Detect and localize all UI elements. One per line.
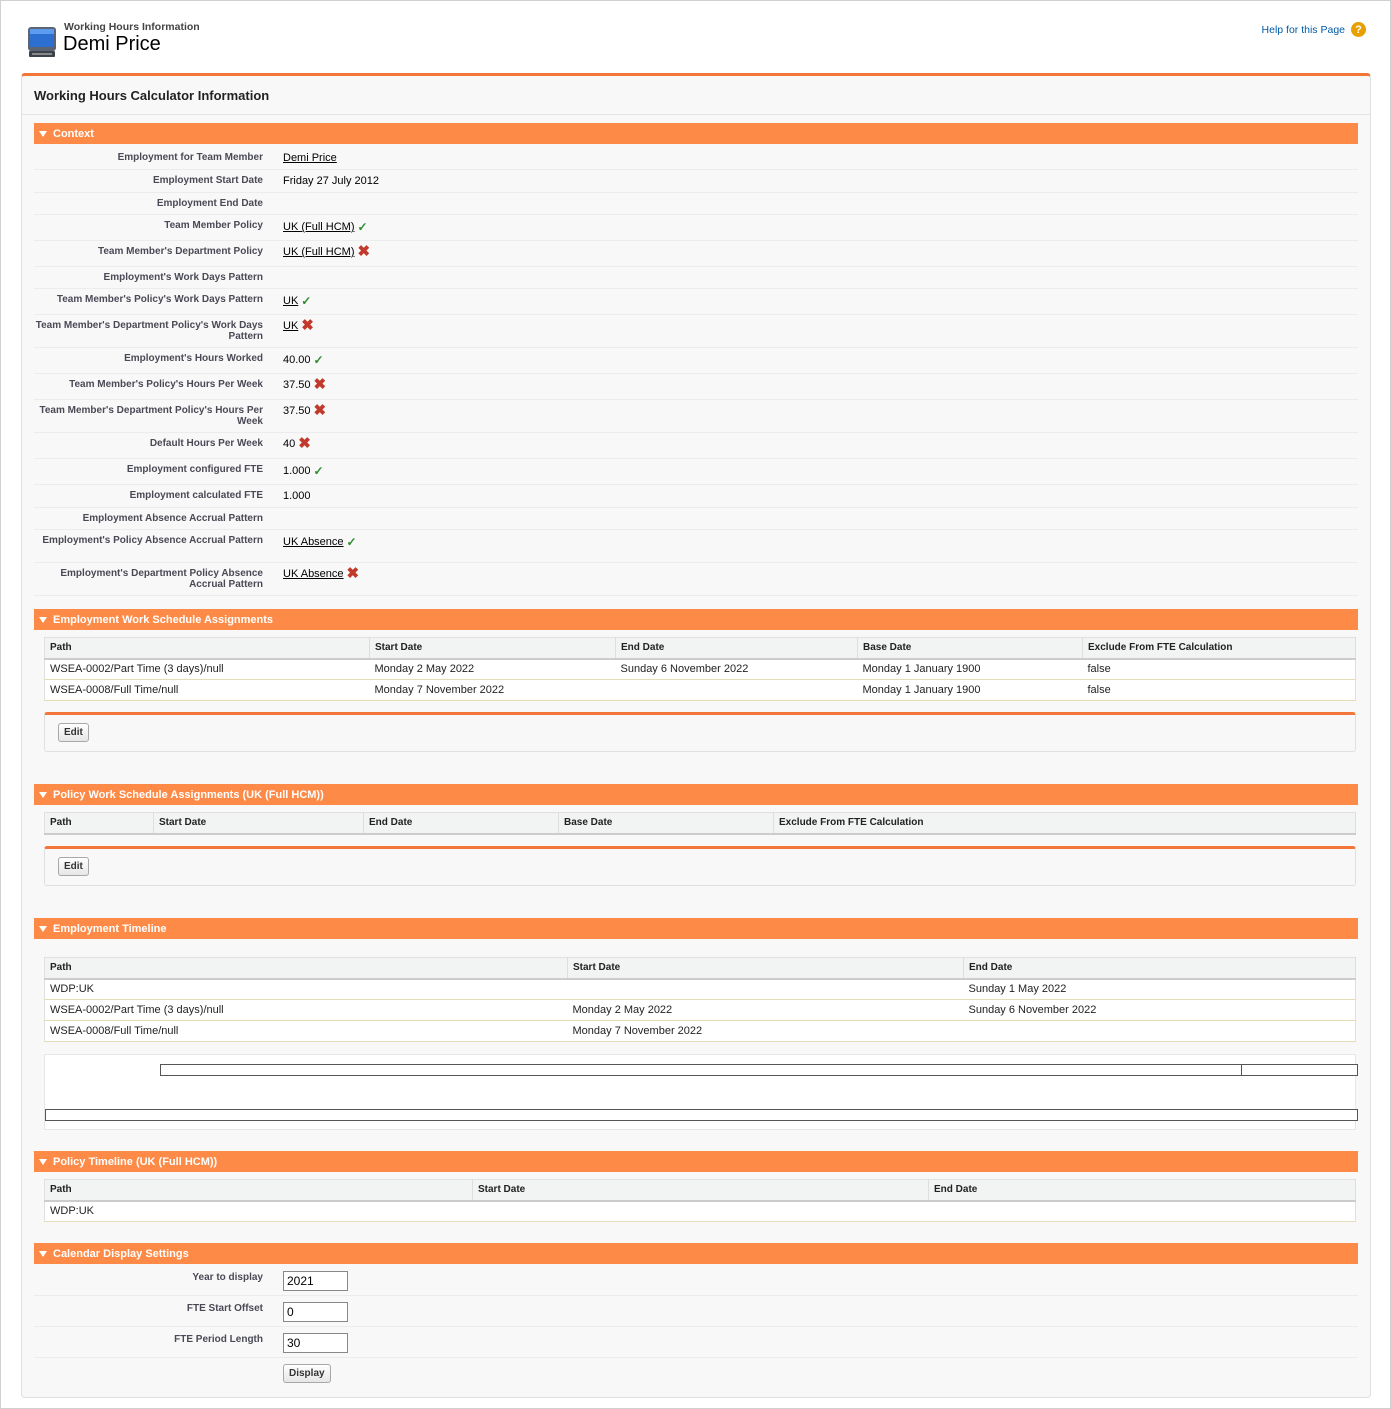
table-row — [45, 979, 1356, 1000]
table-row — [45, 1000, 1356, 1021]
collapse-triangle-icon[interactable] — [39, 1159, 47, 1165]
check-icon: ✓ — [313, 353, 324, 367]
table-cell: false — [1083, 680, 1356, 701]
column-header[interactable]: Base Date — [858, 638, 1083, 659]
table-cell: Monday 2 May 2022 — [568, 1000, 964, 1021]
edit-button[interactable]: Edit — [58, 723, 89, 742]
context-row — [34, 147, 1358, 170]
context-row — [34, 374, 1358, 400]
column-header[interactable]: End Date — [929, 1180, 1356, 1201]
column-header[interactable]: Path — [45, 638, 370, 659]
context-row — [34, 241, 1358, 267]
employment-wsa-table — [44, 637, 1356, 701]
value-text: 37.50 — [283, 379, 311, 391]
table-cell: Monday 7 November 2022 — [370, 680, 616, 701]
field-label: Team Member Policy — [164, 220, 263, 231]
table-cell: Sunday 6 November 2022 — [616, 659, 858, 680]
fte-offset-input[interactable] — [283, 1302, 348, 1322]
collapse-triangle-icon[interactable] — [39, 792, 47, 798]
column-header[interactable]: Start Date — [154, 813, 364, 834]
main-block — [21, 73, 1371, 1398]
field-value — [283, 435, 311, 452]
value-text: 1.000 — [283, 490, 311, 502]
column-header[interactable]: Base Date — [559, 813, 774, 834]
table-cell: WDP:UK — [45, 979, 568, 1000]
context-row — [34, 289, 1358, 315]
check-icon: ✓ — [346, 535, 357, 549]
section-title: Calendar Display Settings — [53, 1247, 189, 1260]
table-cell: WSEA-0002/Part Time (3 days)/null — [45, 1000, 568, 1021]
context-row — [34, 485, 1358, 508]
context-row — [34, 508, 1358, 530]
field-value — [283, 464, 324, 478]
table-cell: false — [1083, 659, 1356, 680]
field-label: Team Member's Department Policy's Hours Per Week — [39, 405, 263, 427]
cross-icon: ✖ — [346, 565, 360, 582]
check-icon: ✓ — [313, 464, 324, 478]
cross-icon: ✖ — [313, 376, 327, 393]
year-label: Year to display — [192, 1272, 263, 1283]
column-header[interactable]: Start Date — [370, 638, 616, 659]
value-text: 37.50 — [283, 405, 311, 417]
field-value — [283, 317, 314, 334]
table-cell: Monday 1 January 1900 — [858, 659, 1083, 680]
field-value — [283, 243, 371, 260]
section-calendar-settings[interactable] — [34, 1243, 1358, 1264]
calendar-period-row — [34, 1327, 1358, 1358]
section-title: Policy Work Schedule Assignments (UK (Full HCM)) — [53, 788, 324, 801]
context-row — [34, 400, 1358, 433]
context-row — [34, 315, 1358, 348]
table-cell: Monday 1 January 1900 — [858, 680, 1083, 701]
column-header[interactable]: End Date — [616, 638, 858, 659]
field-label: Employment Absence Accrual Pattern — [82, 513, 263, 524]
table-row — [45, 659, 1356, 680]
column-header[interactable]: Path — [45, 958, 568, 979]
calendar-offset-row — [34, 1296, 1358, 1327]
column-header[interactable]: Path — [45, 1180, 473, 1201]
field-label: Employment configured FTE — [126, 464, 263, 475]
table-cell — [473, 1201, 929, 1222]
field-value — [283, 152, 337, 164]
table-cell: Monday 2 May 2022 — [370, 659, 616, 680]
section-title: Employment Work Schedule Assignments — [53, 613, 274, 626]
display-button[interactable]: Display — [283, 1364, 331, 1383]
value-link[interactable]: UK Absence — [283, 568, 344, 580]
section-context[interactable] — [34, 123, 1358, 144]
field-label: Employment Start Date — [152, 175, 263, 186]
column-header[interactable]: End Date — [964, 958, 1356, 979]
value-text: Friday 27 July 2012 — [283, 175, 379, 187]
value-link[interactable]: UK — [283, 295, 299, 307]
table-cell: WDP:UK — [45, 1201, 473, 1222]
section-policy-wsa[interactable] — [34, 784, 1358, 805]
field-label: Employment's Department Policy Absence Accrual Pattern — [60, 568, 263, 590]
computer-icon — [27, 25, 57, 59]
timeline-bar — [160, 1064, 1242, 1076]
context-row — [34, 170, 1358, 193]
field-label: Default Hours Per Week — [149, 438, 263, 449]
help-icon[interactable]: ? — [1351, 22, 1366, 37]
section-employment-wsa[interactable] — [34, 609, 1358, 630]
section-policy-timeline[interactable] — [34, 1151, 1358, 1172]
value-text: 40.00 — [283, 354, 311, 366]
table-cell — [964, 1021, 1356, 1042]
value-link[interactable]: UK (Full HCM) — [283, 221, 355, 233]
table-cell: Sunday 1 May 2022 — [964, 979, 1356, 1000]
field-value — [283, 565, 360, 582]
column-header[interactable]: Exclude From FTE Calculation — [1083, 638, 1356, 659]
year-input[interactable] — [283, 1271, 348, 1291]
value-link[interactable]: UK (Full HCM) — [283, 246, 355, 258]
fte-period-input[interactable] — [283, 1333, 348, 1353]
fte-period-label: FTE Period Length — [174, 1334, 263, 1345]
field-value — [283, 175, 379, 187]
field-label: Team Member's Department Policy — [97, 246, 263, 257]
section-title: Context — [53, 127, 94, 140]
field-label: Employment for Team Member — [117, 152, 263, 163]
help-link-group — [1262, 22, 1366, 37]
table-row — [45, 1201, 1356, 1222]
edit-button[interactable]: Edit — [58, 857, 89, 876]
policy-timeline-table — [44, 1179, 1356, 1222]
table-row — [45, 680, 1356, 701]
field-label: Employment's Work Days Pattern — [103, 272, 263, 283]
collapse-triangle-icon[interactable] — [39, 131, 47, 137]
table-cell: WSEA-0008/Full Time/null — [45, 1021, 568, 1042]
table-cell — [568, 979, 964, 1000]
table-cell: Sunday 6 November 2022 — [964, 1000, 1356, 1021]
section-title: Policy Timeline (UK (Full HCM)) — [53, 1155, 218, 1168]
divider — [22, 114, 1370, 115]
field-value — [283, 353, 324, 367]
field-value — [283, 535, 357, 549]
collapse-triangle-icon[interactable] — [39, 1251, 47, 1257]
context-row — [34, 215, 1358, 241]
context-row — [34, 433, 1358, 459]
field-value — [283, 294, 311, 308]
cross-icon: ✖ — [298, 435, 311, 452]
collapse-triangle-icon[interactable] — [39, 617, 47, 623]
context-row — [34, 348, 1358, 374]
field-label: Team Member's Department Policy's Work Days Pattern — [35, 320, 263, 342]
policy-wsa-table — [44, 812, 1356, 835]
table-row — [45, 1021, 1356, 1042]
field-value — [283, 402, 327, 419]
section-employment-timeline[interactable] — [34, 918, 1358, 939]
timeline-bar — [1241, 1064, 1358, 1076]
section-title: Employment Timeline — [53, 922, 167, 935]
field-label: Employment's Hours Worked — [124, 353, 263, 364]
table-cell: Monday 7 November 2022 — [568, 1021, 964, 1042]
cross-icon: ✖ — [357, 243, 371, 260]
field-label: Employment calculated FTE — [129, 490, 263, 501]
timeline-chart — [44, 1054, 1356, 1130]
table-cell: WSEA-0008/Full Time/null — [45, 680, 370, 701]
employment-wsa-button-bar — [44, 712, 1356, 752]
column-header[interactable]: Exclude From FTE Calculation — [774, 813, 1356, 834]
context-row — [34, 459, 1358, 485]
context-row — [34, 193, 1358, 215]
fte-offset-label: FTE Start Offset — [186, 1303, 263, 1314]
timeline-bar — [45, 1109, 1358, 1121]
help-link[interactable]: Help for this Page — [1261, 23, 1345, 36]
page-title: Demi Price — [63, 33, 161, 55]
context-row — [34, 267, 1358, 289]
field-value — [283, 220, 368, 234]
value-link[interactable]: Demi Price — [283, 152, 337, 164]
field-label: Employment's Policy Absence Accrual Pattern — [42, 535, 263, 546]
column-header[interactable]: Path — [45, 813, 154, 834]
column-header[interactable]: Start Date — [473, 1180, 929, 1201]
calendar-year-row — [34, 1265, 1358, 1296]
context-row — [34, 563, 1358, 596]
cross-icon: ✖ — [313, 402, 327, 419]
field-value — [283, 490, 311, 502]
page-header — [0, 0, 1391, 70]
table-cell — [929, 1201, 1356, 1222]
block-title: Working Hours Calculator Information — [34, 88, 270, 103]
value-text: 40 — [283, 438, 296, 450]
policy-wsa-button-bar — [44, 846, 1356, 886]
field-label: Team Member's Policy's Hours Per Week — [69, 379, 263, 390]
page-subtitle: Working Hours Information — [64, 21, 200, 33]
value-text: 1.000 — [283, 465, 311, 477]
check-icon: ✓ — [357, 220, 368, 234]
table-cell — [616, 680, 858, 701]
table-cell: WSEA-0002/Part Time (3 days)/null — [45, 659, 370, 680]
value-link[interactable]: UK — [283, 320, 299, 332]
employment-timeline-table — [44, 957, 1356, 1042]
collapse-triangle-icon[interactable] — [39, 926, 47, 932]
column-header[interactable]: End Date — [364, 813, 559, 834]
field-value — [283, 376, 327, 393]
column-header[interactable]: Start Date — [568, 958, 964, 979]
cross-icon: ✖ — [301, 317, 314, 334]
field-label: Employment End Date — [156, 198, 263, 209]
check-icon: ✓ — [301, 294, 312, 308]
context-row — [34, 530, 1358, 563]
field-label: Team Member's Policy's Work Days Pattern — [56, 294, 263, 305]
value-link[interactable]: UK Absence — [283, 536, 344, 548]
